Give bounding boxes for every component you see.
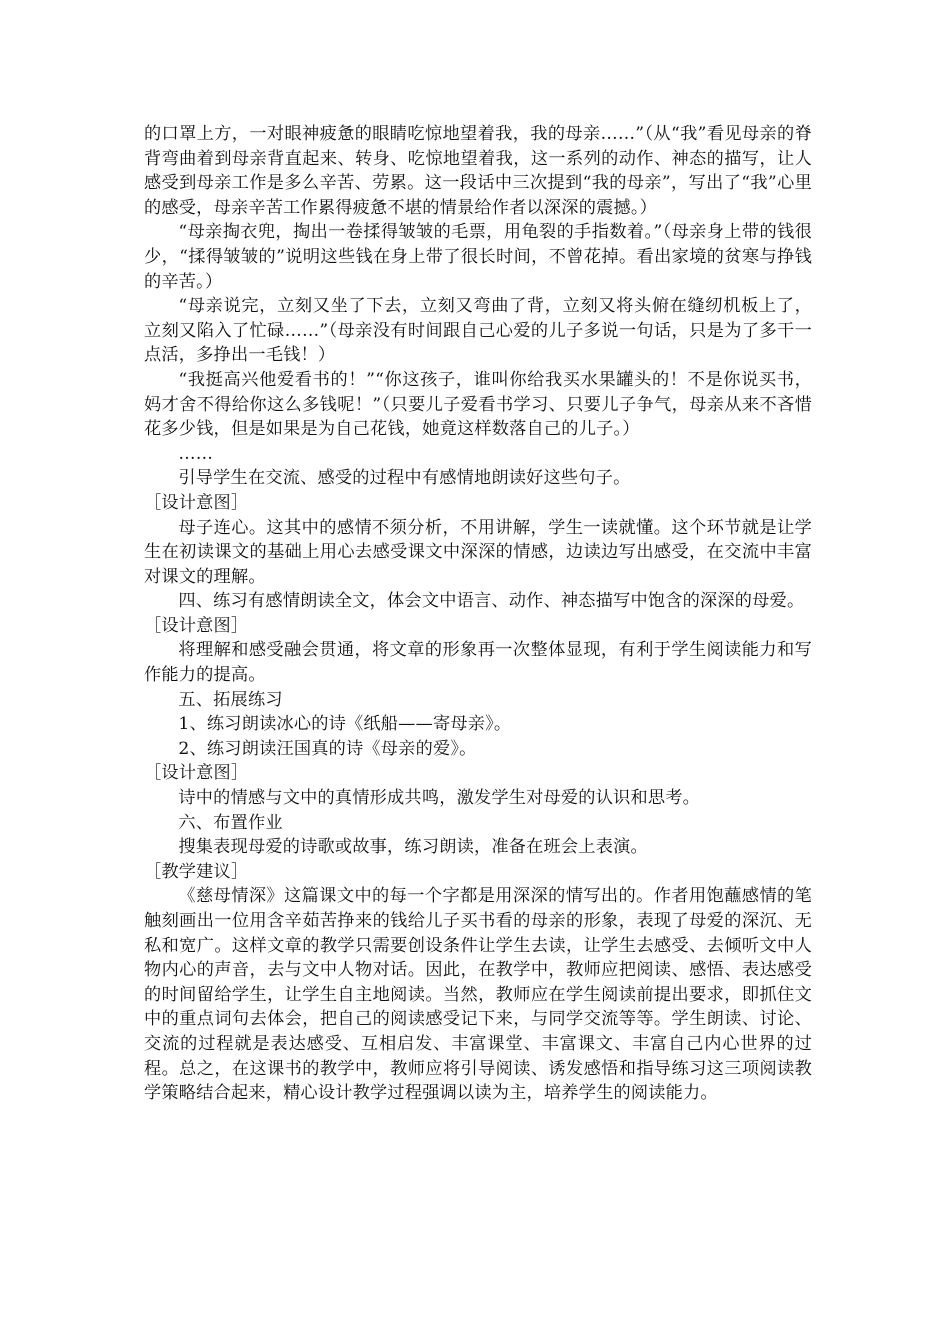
heading-step-six: 六、布置作业 xyxy=(178,812,283,833)
paragraph-banknotes-quote: “母亲掏衣兜，掏出一卷揉得皱皱的毛票，用龟裂的手指数着。”（母亲身上带的钱很少，“揉得皱皱的”说明这些钱在身上带了很长时间，不曾花掉。看出家境的贫寒与挣钱的辛苦。） xyxy=(144,222,812,292)
document-body xyxy=(144,122,812,1106)
label-design-intent-3: ［设计意图］ xyxy=(144,763,249,784)
list-item-poem-bingxin: 1、练习朗读冰心的诗《纸船——寄母亲》。 xyxy=(178,714,512,735)
paragraph-busy-mother-quote: “母亲说完，立刻又坐了下去，立刻又弯曲了背，立刻又将头俯在缝纫机板上了，立刻又陷入了忙碌……”（母亲没有时间跟自己心爱的儿子多说一句话，只是为了多干一点活，多挣出一毛钱！） xyxy=(144,296,812,366)
paragraph-poem-resonance: 诗中的情感与文中的真情形成共鸣，激发学生对母爱的认识和思考。 xyxy=(178,788,701,809)
paragraph-step-four: 四、练习有感情朗读全文，体会文中语言、动作、神态描写中饱含的深深的母爱。 xyxy=(178,591,805,612)
paragraph-mother-glance-analysis: 的口罩上方，一对眼神疲惫的眼睛吃惊地望着我，我的母亲……”（从“我”看见母亲的脊背弯曲着到母亲背直起来、转身、吃惊地望着我，这一系列的动作、神态的描写，让人感受到母亲工作是多么辛苦、劳累。这一段话中三次提到“我的母亲”，写出了“我”心里的感受，母亲辛苦工作累得疲惫不堪的情景给作者以深深的震撼。） xyxy=(144,124,812,218)
heading-step-five: 五、拓展练习 xyxy=(178,689,283,710)
list-item-poem-wangguozhen: 2、练习朗读汪国真的诗《母亲的爱》。 xyxy=(178,738,477,759)
label-design-intent-2: ［设计意图］ xyxy=(144,615,249,636)
paragraph-ellipsis: …… xyxy=(178,443,214,464)
paragraph-buy-book-quote: “我挺高兴他爱看书的！”“你这孩子，谁叫你给我买水果罐头的！不是你说买书，妈才舍不得给你这么多钱呢！”（只要儿子爱看书学习、只要儿子争气，母亲从来不吝惜花多少钱，但是如果是为自己花钱，她竟这样数落自己的儿子。） xyxy=(144,369,812,440)
paragraph-integration: 将理解和感受融会贯通，将文章的形象再一次整体显现，有利于学生阅读能力和写作能力的提高。 xyxy=(144,640,812,686)
paragraph-homework: 搜集表现母爱的诗歌或故事，练习朗读，准备在班会上表演。 xyxy=(178,837,648,858)
label-design-intent-1: ［设计意图］ xyxy=(144,492,249,513)
label-teaching-advice: ［教学建议］ xyxy=(144,861,249,882)
paragraph-guide-reading: 引导学生在交流、感受的过程中有感情地朗读好这些句子。 xyxy=(178,468,631,489)
paragraph-heart-connection: 母子连心。这其中的感情不须分析，不用讲解，学生一读就懂。这个环节就是让学生在初读课文的基础上用心去感受课文中深深的情感，边读边写出感受，在交流中丰富对课文的理解。 xyxy=(144,517,812,587)
paragraph-teaching-advice: 《慈母情深》这篇课文中的每一个字都是用深深的情写出的。作者用饱蘸感情的笔触刻画出一位用含辛茹苦挣来的钱给儿子买书看的母亲的形象，表现了母爱的深沉、无私和宽广。这样文章的教学只需要创设条件让学生去读，让学生去感受、去倾听文中人物内心的声音，去与文中人物对话。因此，在教学中，教师应把阅读、感悟、表达感受的时间留给学生，让学生自主地阅读。当然，教师应在学生阅读前提出要求，即抓住文中的重点词句去体会，把自己的阅读感受记下来，与同学交流等等。学生朗读、讨论、交流的过程就是表达感受、互相启发、丰富课堂、丰富课文、丰富自己内心世界的过程。总之，在这课书的教学中，教师应将引导阅读、诱发感悟和指导练习这三项阅读教学策略结合起来，精心设计教学过程强调以读为主，培养学生的阅读能力。 xyxy=(144,886,812,1104)
